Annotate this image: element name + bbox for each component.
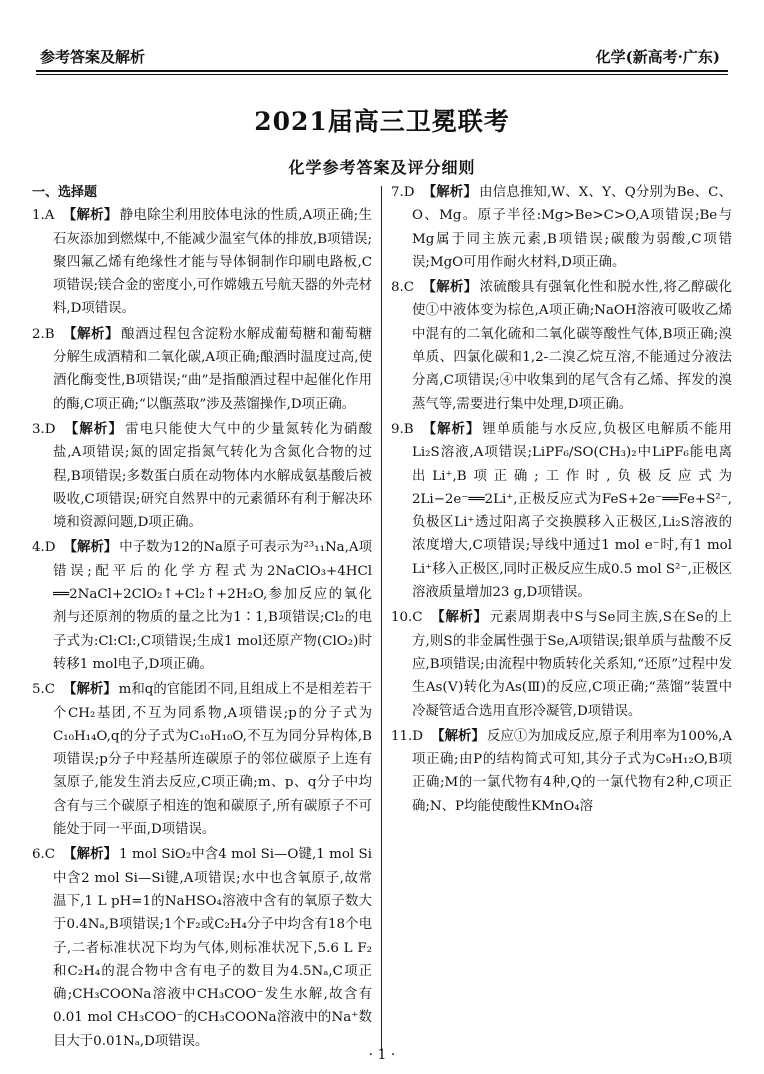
item-answer: D	[412, 728, 424, 744]
item-number: 10.	[391, 610, 413, 626]
answer-item	[391, 181, 732, 274]
analysis-tag: 【解析】	[422, 184, 478, 200]
item-explanation: 元素周期表中S与Se同主族,S在Se的上方,则S的非金属性强于Se,A项错误;银单质与盐酸不反应,B项错误;由流程中物质转化关系知,“还原”过程中发生As(Ⅴ)转化为As(Ⅲ)的反应,C项正确;“蒸馏”装置中冷凝管适合选用直形冷凝管,D项错误。	[412, 610, 732, 719]
document-title: 2021届高三卫冕联考	[254, 107, 510, 136]
item-number: 3.	[32, 421, 45, 437]
item-answer: C	[412, 610, 423, 626]
item-answer: B	[403, 421, 414, 437]
header-left-label: 参考答案及解析	[40, 48, 146, 66]
analysis-tag: 【解析】	[63, 681, 117, 698]
item-explanation: 静电除尘利用胶体电泳的性质,A项正确;生石灰添加到燃煤中,不能减少温室气体的排放,B项错误;聚四氟乙烯有绝缘性才能与导体铜制作印刷电路板,C项错误;镁合金的密度小,可作嫦娥五号航天器的外壳材料,D项错误。	[53, 208, 372, 317]
item-number: 11.	[391, 728, 413, 744]
answer-item	[391, 418, 732, 604]
document-subtitle: 化学参考答案及评分细则	[288, 158, 476, 177]
item-answer: D	[403, 185, 415, 200]
item-explanation: 浓硫酸具有强氧化性和脱水性,将乙醇碳化使①中液体变为棕色,A项正确;NaOH溶液可吸收乙烯中混有的二氧化硫和二氧化碳等酸性气体,B项正确;溴单质、四氯化碳和1,2-二溴乙烷互溶,不能通过分液法分离,C项错误;④中收集到的尾气含有乙烯、挥发的溴蒸气等,需要进行集中处理,D项正确。	[412, 280, 732, 412]
column-divider	[381, 186, 382, 1051]
page-number: · 1 ·	[368, 1047, 396, 1063]
analysis-tag: 【解析】	[62, 207, 118, 224]
item-number: 8.	[391, 280, 404, 296]
answer-item	[32, 536, 372, 676]
item-number: 2.	[32, 326, 45, 342]
right-column	[391, 181, 732, 820]
item-number: 1.	[32, 208, 45, 224]
item-explanation: m和q的官能团不同,且组成上不是相差若干个CH₂基团,不互为同系物,A项错误;p的分子式为C₁₀H₁₄O,q的分子式为C₁₀H₁₀O,不互为同分异构体,B项错误;p分子中羟基所连碳原子的邻位碳原子上连有氢原子,能发生消去反应,C项正确;m、p、q分子中均含有与三个碳原子相连的饱和碳原子,所有碳原子不可能处于同一平面,D项错误。	[53, 682, 373, 838]
page-header	[0, 0, 764, 74]
item-number: 9.	[391, 421, 404, 437]
item-number: 4.	[32, 540, 45, 556]
item-answer: D	[44, 421, 56, 437]
item-explanation: 中子数为12的Na原子可表示为²³₁₁Na,A项错误;配平后的化学方程式为2NaClO₃+4HCl ══2NaCl+2ClO₂↑+Cl₂↑+2H₂O,参加反应的氧化剂与还原剂的物质的量之比为1∶1,B项错误;Cl₂的电子式为:Cl:Cl:,C项错误;生成1 mol还原产物(ClO₂)时转移1 mol电子,D项正确。	[53, 540, 373, 672]
item-answer: C	[403, 280, 415, 296]
analysis-tag: 【解析】	[62, 325, 120, 342]
item-explanation: 1 mol SiO₂中含4 mol Si—O键,1 mol Si中含2 mol Si—Si键,A项错误;水中也含氧原子,故常温下,1 L pH=1的NaHSO₄溶液中含有的氧原子数大于0.4Nₐ,B项错误;1个F₂或C₂H₄分子中均含有18个电子,二者标准状况下均为气体,则标准状况下,5.6 L F₂和C₂H₄的混合物中含有电子的数目为4.5Nₐ,C项正确;CH₃COONa溶液中CH₃COO⁻发生水解,故含有0.01 mol CH₃COO⁻的CH₃COONa溶液中的Na⁺数目大于0.01Nₐ,D项错误。	[53, 847, 372, 1049]
analysis-tag: 【解析】	[63, 539, 118, 556]
left-column	[32, 181, 372, 1055]
analysis-tag: 【解析】	[63, 420, 124, 437]
section-heading: 一、选择题	[32, 185, 98, 200]
item-answer: D	[44, 540, 56, 556]
item-explanation: 由信息推知,W、X、Y、Q分别为Be、C、O、Mg。原子半径:Mg>Be>C>O,A项错误;Be与Mg属于同主族元素,B项错误;碳酸为弱酸,C项错误;MgO可用作耐火材料,D项正确。	[412, 185, 732, 270]
item-number: 7.	[391, 185, 404, 200]
answer-item	[32, 843, 372, 1053]
item-number: 6.	[32, 847, 45, 863]
analysis-tag: 【解析】	[421, 420, 481, 437]
item-answer: C	[44, 682, 56, 698]
answer-item	[32, 204, 372, 320]
item-explanation: 锂单质能与水反应,负极区电解质不能用Li₂S溶液,A项错误;LiPF₆/SO(CH₃)₂中LiPF₆能电离出Li⁺,B项正确;工作时,负极反应式为2Li−2e⁻══2Li⁺,正极反应式为FeS+2e⁻══Fe+S²⁻,负极区Li⁺透过阳离子交换膜移入正极区,Li₂S溶液的浓度增大,C项错误;导线中通过1 mol e⁻时,有1 mol Li⁺移入正极区,同时正极反应生成0.5 mol S²⁻,正极区溶液质量增加23 g,D项错误。	[412, 421, 733, 601]
item-explanation: 雷电只能使大气中的少量氮转化为硝酸盐,A项错误;氮的固定指氮气转化为含氮化合物的过程,B项错误;多数蛋白质在动物体内水解成氨基酸后被吸收,C项错误;研究自然界中的元素循环有利于解决环境和资源问题,D项正确。	[53, 421, 372, 531]
answer-item	[32, 323, 372, 416]
item-answer: A	[44, 208, 55, 224]
item-number: 5.	[32, 682, 45, 698]
answer-item	[32, 418, 372, 534]
header-rule-thin	[36, 74, 728, 75]
answer-item	[391, 276, 732, 416]
analysis-tag: 【解析】	[430, 609, 488, 626]
analysis-tag: 【解析】	[63, 846, 118, 863]
header-right-label: 化学(新高考·广东)	[595, 48, 720, 66]
item-explanation: 酿酒过程包含淀粉水解成葡萄糖和葡萄糖分解生成酒精和二氧化碳,A项正确;酿酒时温度过高,使酒化酶变性,B项错误;“曲”是指酿酒过程中起催化作用的酶,C项正确;“以甑蒸取”涉及蒸馏操作,D项正确。	[53, 326, 373, 412]
item-answer: C	[44, 847, 56, 863]
answer-item	[32, 678, 372, 841]
answer-item	[391, 725, 732, 818]
item-explanation: 反应①为加成反应,原子利用率为100%,A项正确;由P的结构简式可知,其分子式为C₉H₁₂O,B项正确;M的一氯代物有4种,Q的一氯代物有2种,C项正确;N、P均能使酸性KMnO₄溶	[412, 728, 733, 814]
analysis-tag: 【解析】	[431, 727, 485, 744]
analysis-tag: 【解析】	[422, 279, 478, 296]
answer-item	[391, 606, 732, 722]
item-answer: B	[44, 326, 55, 342]
header-rule-thick	[36, 70, 728, 72]
